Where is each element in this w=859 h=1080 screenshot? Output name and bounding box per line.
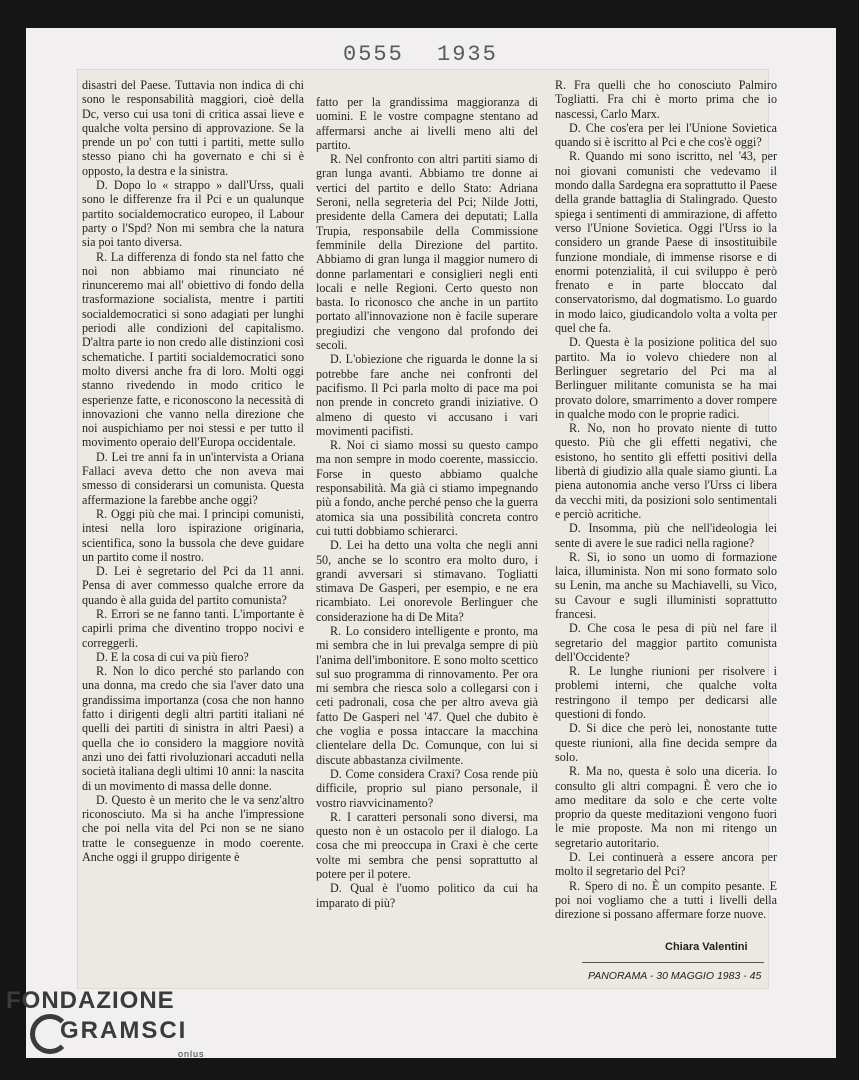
article-column-2 bbox=[316, 95, 538, 959]
publication-footer: PANORAMA - 30 MAGGIO 1983 - 45 bbox=[588, 970, 762, 982]
paragraph: R. Lo considero intelligente e pronto, ma mi sembra che in lui prevalga sempre di più l'anima dell'imbonitore. E sono molto scettico sul suo programma di rinnovamento. Per ora mi sembra che riesca solo a collegarsi con i ceti padronali, cosa che per altro aveva già fatto De Gasperi nel '47. Quel che dubito è che voglia e possa intaccare la macchina clientelare della Dc. Comunque, con lui si discute abbastanza civilmente. bbox=[316, 623, 538, 767]
watermark-line-3: onlus bbox=[178, 1049, 205, 1059]
paragraph: R. Le lunghe riunioni per risolvere i problemi interni, che qualche volta restringono il tempo per dedicarsi alle questioni di fondo. bbox=[555, 664, 777, 722]
paragraph: D. Che cos'era per lei l'Unione Sovietica quando si è iscritto al Pci e che cos'è oggi? bbox=[555, 120, 777, 150]
paragraph: D. Questo è un merito che le va senz'altro riconosciuto. Ma si ha anche l'impressione che poi nella vita del Pci non se ne siano tratte le conseguenze in modo coerente. Anche oggi il gruppo dirigente è bbox=[82, 792, 304, 865]
article-column-3 bbox=[555, 78, 777, 946]
paragraph: R. I caratteri personali sono diversi, ma questo non è un ostacolo per il dialogo. La cosa che mi preoccupa in Craxi è che certe volte mi sembra che pensi soprattutto al potere per il potere. bbox=[316, 809, 538, 882]
paragraph: D. Lei tre anni fa in un'intervista a Oriana Fallaci aveva detto che non aveva mai smesso di considerarsi un comunista. Questa affermazione la farebbe anche oggi? bbox=[82, 449, 304, 507]
footer-rule bbox=[582, 962, 764, 963]
paragraph: D. Che cosa le pesa di più nel fare il segretario del maggior partito comunista dell'Occidente? bbox=[555, 621, 777, 664]
paragraph: D. Insomma, più che nell'ideologia lei sente di avere le sue radici nella ragione? bbox=[555, 521, 777, 550]
watermark-line-1: FONDAZIONE bbox=[6, 987, 175, 1014]
archive-stamp-number: 0555 bbox=[343, 42, 404, 67]
paragraph: D. Qual è l'uomo politico da cui ha imparato di più? bbox=[316, 881, 538, 910]
paragraph: R. No, non ho provato niente di tutto questo. Più che gli effetti negativi, che esistono, ho sentito gli effetti positivi della libertà di giudizio alla quale siamo giunti. La piena autonomia anche verso l'Urss ci libera da vecchi miti, da posizioni solo sentimentali e perciò acritiche. bbox=[555, 421, 777, 521]
paragraph: D. Lei è segretario del Pci da 11 anni. Pensa di aver commesso qualche errore da quando è alla guida del partito comunista? bbox=[82, 564, 304, 607]
paragraph: R. Ma no, questa è solo una diceria. Io consulto gli altri compagni. È vero che io amo meditare da solo e che certe volte proprio da queste meditazioni vengono fuori le mie proposte. Ma non mi ritengo un segretario autoritario. bbox=[555, 764, 777, 850]
paragraph: R. La differenza di fondo sta nel fatto che noi non abbiamo mai rinunciato né rinunceremo mai all' obiettivo di fondo della trasformazione socialista, mentre i partiti socialdemocratici si sono adagiati per lunghi periodi alle condizioni del capitalismo. D'altra parte io non credo alle distinzioni così schematiche. I partiti socialdemocratici sono molto diversi anche fra di loro. Molti oggi stanno rivedendo in modo critico le esperienze fatte, e riconoscono la necessità di innovazioni che vanno nella direzione che noi auspichiamo per noi stessi e per tutto il movimento operaio dell'Europa occidentale. bbox=[82, 249, 304, 450]
paragraph: D. Lei continuerà a essere ancora per molto il segretario del Pci? bbox=[555, 850, 777, 879]
paragraph: fatto per la grandissima maggioranza di uomini. E le vostre compagne stentano ad affermarsi anche ai livelli meno alti del partito. bbox=[316, 95, 538, 152]
paragraph: disastri del Paese. Tuttavia non indica di chi sono le responsabilità maggiori, cioè della Dc, verso cui usa toni di critica assai lieve e qualche volta persino di approvazione. Se la prende un po' con tutti i partiti, mette sullo stesso piano chi ha governato e chi si è opposto, la destra e la sinistra. bbox=[82, 78, 304, 178]
author-signature: Chiara Valentini bbox=[665, 941, 748, 953]
paragraph: R. Spero di no. È un compito pesante. E poi noi vogliamo che a tutti i livelli della direzione si possano affermare forze nuove. bbox=[555, 878, 777, 922]
paragraph: R. Nel confronto con altri partiti siamo di gran lunga avanti. Abbiamo tre donne ai vertici del partito e dello Stato: Adriana Seroni, nella segreteria del Pci; Nilde Jotti, presidente della Camera dei deputati; Lalla Trupia, responsabile della Commissione femminile della Direzione del partito. Abbiamo di gran lunga il maggior numero di donne parlamentari e consiglieri negli enti locali e nelle Regioni. Certo questo non basta. Io riconosco che anche in un partito portato all'innovazione non è facile superare pregiudizi che vengono dal profondo dei secoli. bbox=[316, 152, 538, 353]
paragraph: D. Dopo lo « strappo » dall'Urss, quali sono le differenze fra il Pci e un qualunque partito socialdemocratico europeo, il Labour party o l'Spd? Non mi sembra che la natura sia poi tanto diversa. bbox=[82, 178, 304, 250]
archive-stamp-number: 1935 bbox=[437, 42, 498, 67]
paragraph: R. Errori se ne fanno tanti. L'importante è capirli prima che diventino troppo nocivi e correggerli. bbox=[82, 606, 304, 650]
paragraph: D. Lei ha detto una volta che negli anni 50, anche se lo scontro era molto duro, i grandi avversari si stimavano. Togliatti stimava De Gasperi, per esempio, e ne era ricambiato. Lei onorevole Berlinguer che considerazione ha di De Mita? bbox=[316, 538, 538, 624]
paragraph: D. E la cosa di cui va più fiero? bbox=[96, 649, 249, 664]
paragraph: D. Come considera Craxi? Cosa rende più difficile, proprio sul piano personale, il vostro riavvicinamento? bbox=[316, 766, 538, 810]
paragraph: D. Questa è la posizione politica del suo partito. Ma io volevo chiedere non al Berlinguer segretario del Pci ma al Berlinguer militante comunista se ha mai provato dolore, smarrimento a dover rompere in qualche modo con le proprie radici. bbox=[555, 335, 777, 421]
paragraph: R. Sì, io sono un uomo di formazione laica, illuminista. Non mi sono formato solo su Lenin, ma anche su Machiavelli, su Vico, su Cavour e sugli illuministi soprattutto francesi. bbox=[555, 549, 777, 621]
paragraph: R. Noi ci siamo mossi su questo campo ma non sempre in modo coerente, massiccio. Forse in questo abbiamo qualche responsabilità. Ma già ci stiamo impegnando più a fondo, anche perché penso che la guerra atomica sia una possibilità concreta contro cui tutti dobbiamo schierarci. bbox=[316, 438, 538, 538]
paragraph: R. Oggi più che mai. I principi comunisti, intesi nella loro ispirazione originaria, scientifica, sono la bussola che deve guidare un partito come il nostro. bbox=[82, 506, 304, 564]
paragraph: R. Non lo dico perché sto parlando con una donna, ma credo che sia l'aver dato una grandissima importanza (cosa che non hanno fatto i dirigenti degli altri partiti italiani né quelli dei partiti di sinistra in altri Paesi) a quella che io considero la maggiore novità anzi uno dei fatti rivoluzionari accaduti nella società italiana degli ultimi 10 anni: la nascita di un movimento di massa delle donne. bbox=[82, 664, 304, 793]
paragraph: D. Si dice che però lei, nonostante tutte queste riunioni, alla fine decida sempre da solo. bbox=[555, 721, 777, 764]
paragraph: D. L'obiezione che riguarda le donne la si potrebbe fare anche nei confronti del pacifismo. Il Pci parla molto di pace ma poi non prende in concreto grandi iniziative. O almeno di questo vi accusano i vari movimenti pacifisti. bbox=[316, 352, 538, 438]
paragraph: R. Fra quelli che ho conosciuto Palmiro Togliatti. Fra chi è morto prima che io nascessi, Carlo Marx. bbox=[555, 78, 777, 121]
paragraph: R. Quando mi sono iscritto, nel '43, per noi giovani comunisti che vedevamo il mondo dalla Sardegna era soprattutto il Paese della grande battaglia di Stalingrado. Questo spiega i sentimenti di ammirazione, di affetto verso l'Unione Sovietica. Oggi l'Urss io la considero un grande Paese di insostituibile funzione mondiale, di immense risorse e di enormi potenzialità, il cui sviluppo è però frenato e in parte bloccato dal conservatorismo, dal dogmatismo. Lo guardo in modo laico, giudicandolo volta a volta per quel che fa. bbox=[555, 149, 777, 336]
watermark-line-2: GRAMSCI bbox=[60, 1017, 188, 1044]
article-column-1 bbox=[82, 78, 304, 958]
